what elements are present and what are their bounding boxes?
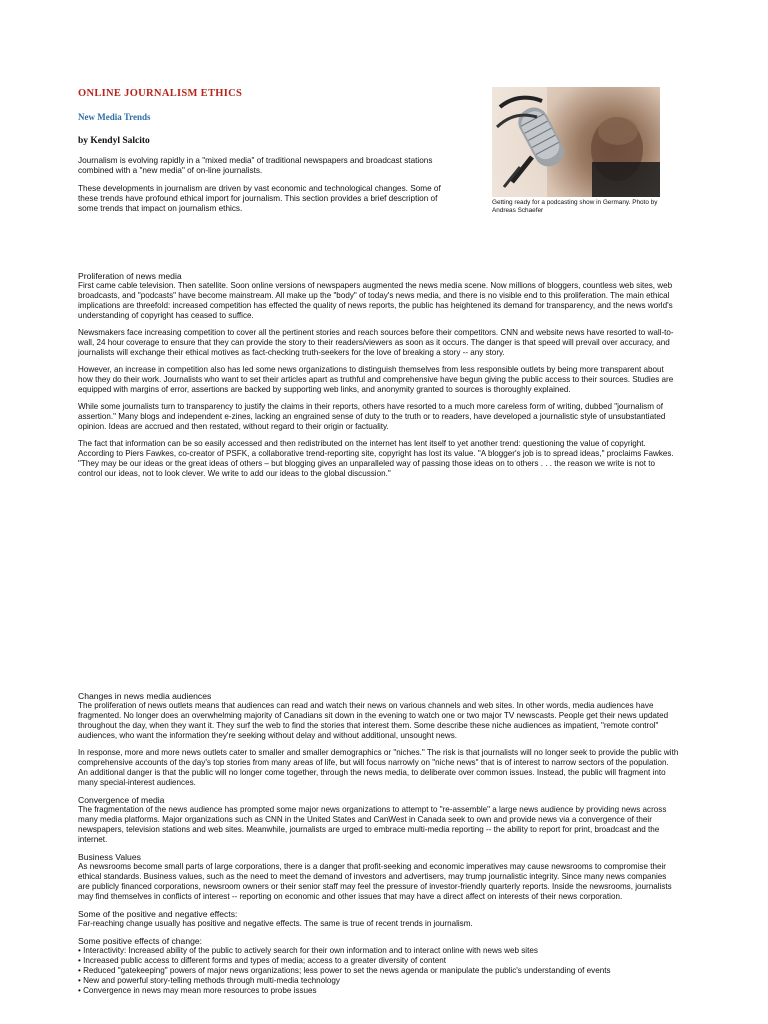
section-proliferation — [78, 271, 680, 486]
list-heading: Some positive effects of change: — [78, 936, 203, 946]
section-paragraph: The fragmentation of the news audience has prompted some major news organizations to attempt to "re-assemble" a large news audience by providing news across many media platforms. Major organizations such as CNN in the United States and CanWest in Canada seek to own and provide news via a convergence of their newspapers, television stations and web sites. Meanwhile, journalists are urged to embrace multi-media reporting -- the ability to report for print, broadcast and the internet. — [78, 805, 667, 844]
section-heading-effects: Some of the positive and negative effects: — [78, 909, 238, 919]
article-title: ONLINE JOURNALISM ETHICS — [78, 88, 243, 99]
section-heading-audiences: Changes in news media audiences — [78, 691, 212, 701]
section-paragraph: While some journalists turn to transparency to justify the claims in their reports, others have resorted to a much more careless form of writing, dubbed "journalism of assertion." Many blogs and independent e-zines, lacking an engrained sense of duty to the truth or to readers, have developed a journalistic style of unsubstantiated opinion. Ideas are accrued and then restated, without regard to their origin or factuality. — [78, 402, 666, 431]
list-item: • New and powerful story-telling methods through multi-media technology — [78, 976, 340, 985]
section-paragraph: As newsrooms become small parts of large corporations, there is a danger that profit-seeking and economic imperatives may cause newsrooms to compromise their ethical standards. Business values, such as the need to meet the demand of investors and advertisers, may trump journalistic integrity. Since many news companies are publicly financed corporations, newsroom owners or their senior staff may feel the pressure of investor-friendly quarterly reports. Inside the newsrooms, journalists may find themselves in conflicts of interest -- reporting on economic and other issues that may have a direct affect on interests of their news corporation. — [78, 862, 672, 901]
list-item: • Interactivity: Increased ability of the public to actively search for their own information and to interact online with news web sites — [78, 946, 538, 955]
list-item: • Convergence in news may mean more resources to probe issues — [78, 986, 317, 995]
intro-paragraph: These developments in journalism are driven by vast economic and technological changes. Some of these trends have profound ethical import for journalism. This section provides a brief description of some trends that impact on journalism ethics. — [78, 184, 441, 213]
section-paragraph: In response, more and more news outlets cater to smaller and smaller demographics or "niches." The risk is that journalists will no longer seek to provide the public with comprehensive accounts of the day's top stories from many areas of life, but will focus narrowly on "niche news" that is of interest to narrow sectors of the population. An additional danger is that the public will no longer come together, through the news media, to deliberate over common issues. Instead, the public will fragment into many special-interest audiences. — [78, 748, 679, 787]
article-subtitle: New Media Trends — [78, 112, 151, 122]
intro-block — [78, 156, 448, 222]
section-paragraph: Far-reaching change usually has positive and negative effects. The same is true of recent trends in journalism. — [78, 919, 473, 928]
section-paragraph: Newsmakers face increasing competition to cover all the pertinent stories and reach sources before their competitors. CNN and website news have resorted to wall-to-wall, 24 hour coverage to ensure that they can provide the story to their readers/viewers as soon as it occurs. The danger is that speed will prevail over accuracy, and journalists will exchange their ethical motives as fact-checking truth-seekers for the love of breaking a story -- any story. — [78, 328, 674, 357]
podcast-photo — [492, 87, 660, 197]
photo-caption: Getting ready for a podcasting show in Germany. Photo by Andreas Schaefer — [492, 199, 658, 214]
section-heading: Proliferation of news media — [78, 271, 182, 281]
intro-paragraph: Journalism is evolving rapidly in a "mixed media" of traditional newspapers and broadcast stations combined with a "new media" of on-line journalists. — [78, 156, 433, 175]
list-item: • Increased public access to different forms and types of media; access to a greater diversity of content — [78, 956, 446, 965]
microphone-image — [492, 87, 660, 197]
article-byline: by Kendyl Salcito — [78, 136, 150, 146]
section-paragraph: The fact that information can be so easily accessed and then redistributed on the internet has lent itself to yet another trend: questioning the value of copyright. According to Piers Fawkes, co-creator of PSFK, a collaborative trend-reporting site, copyright has lost its value. "A blogger's job is to spread ideas," proclaims Fawkes. "They may be our ideas or the great ideas of others – but blogging gives an unparalleled way of passing those ideas on to others . . . the reason we write is not to control our ideas, not to look clever. We write to add our ideas to the global discussion." — [78, 439, 674, 478]
positive-effects-list — [78, 946, 680, 996]
section-paragraph: First came cable television. Then satellite. Soon online versions of newspapers augmented the news media scene. Now millions of bloggers, countless web sites, web broadcasts, and "podcasts" have become mainstream. All make up the "body" of today's news media, and there is no visible end to this proliferation. The main ethical implications are threefold: increased competition has effected the quality of news reports, the public has heightened its demand for transparency, and the news world's understanding of copyright has ceased to suffice. — [78, 281, 673, 320]
section-trends — [78, 691, 680, 996]
section-heading-convergence: Convergence of media — [78, 795, 165, 805]
list-item: • Reduced "gatekeeping" powers of major news organizations; less power to set the news agenda or manipulate the public's understanding of events — [78, 966, 611, 975]
section-paragraph: However, an increase in competition also has led some news organizations to distinguish themselves from less responsible outlets by being more transparent about how they do their work. Journalists who want to set their articles apart as truthful and comprehensive have begun giving the public access to their sources. Studies are equipped with margins of error, assertions are backed by supporting web links, and anonymity granted to sources is thoroughly explained. — [78, 365, 674, 394]
section-heading-business: Business Values — [78, 852, 141, 862]
section-paragraph: The proliferation of news outlets means that audiences can read and watch their news on various channels and web sites. In other words, media audiences have fragmented. No longer does an overwhelming majority of Canadians sit down in the evening to watch one or two major TV newscasts. People get their news updated throughout the day, when they want it. They surf the web to find the stories that interest them. Some describe these niche audiences as impatient, "remote control" audiences, who want the information they're seeking without delay and without additional, unsought news. — [78, 701, 669, 740]
